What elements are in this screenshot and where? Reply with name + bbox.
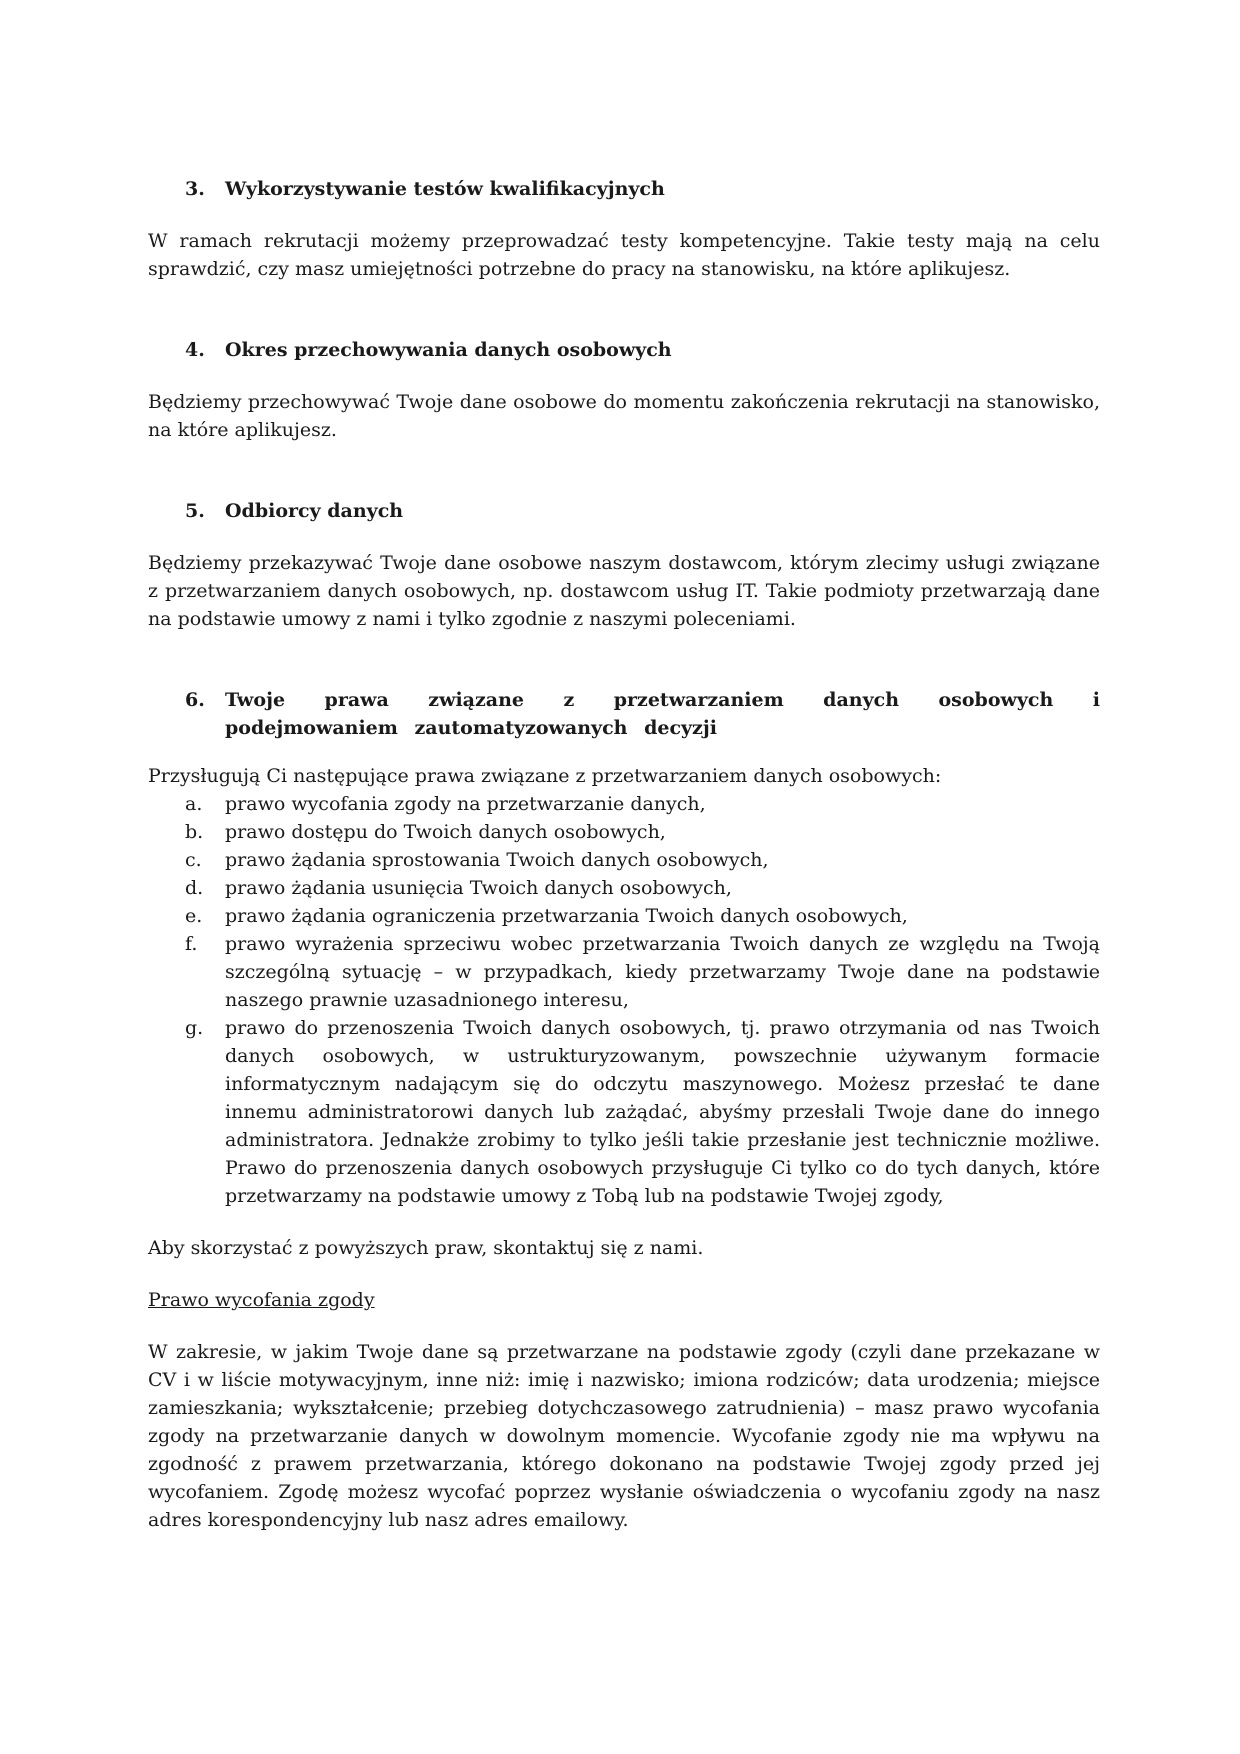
list-item: [148, 902, 1100, 930]
list-item-letter: g.: [185, 1017, 204, 1039]
subheading-text: Prawo wycofania zgody: [148, 1289, 375, 1311]
list-item-text: prawo dostępu do Twoich danych osobowych,: [225, 821, 666, 843]
rights-contact-note: Aby skorzystać z powyższych praw, skontaktuj się z nami.: [148, 1237, 704, 1259]
list-item: [148, 1014, 1100, 1210]
list-item: [148, 818, 1100, 846]
list-item-letter: a.: [185, 793, 203, 815]
section-body-5: Będziemy przekazywać Twoje dane osobowe naszym dostawcom, którym zlecimy usługi związane z przetwarzaniem danych osobowych, np. dostawcom usług IT. Takie podmioty przetwarzają dane na podstawie umowy z nami i tylko zgodnie z naszymi poleceniami.: [148, 552, 1100, 630]
section-body-6: Przysługują Ci następujące prawa związane z przetwarzaniem danych osobowych:: [148, 765, 942, 787]
section-number: 6.: [185, 689, 205, 711]
section-title: Wykorzystywanie testów kwalifikacyjnych: [225, 178, 665, 200]
section-heading-3: [148, 175, 1100, 203]
list-item: [148, 874, 1100, 902]
section-title: Okres przechowywania danych osobowych: [225, 339, 672, 361]
section-heading-6: [148, 686, 1100, 742]
section-heading-4: [148, 336, 1100, 364]
list-item: [148, 790, 1100, 818]
list-item: [148, 930, 1100, 1014]
section-heading-5: [148, 497, 1100, 525]
list-item-letter: d.: [185, 877, 204, 899]
document-page: [148, 160, 1100, 1534]
list-item-letter: f.: [185, 933, 198, 955]
section-body-4: Będziemy przechowywać Twoje dane osobowe do momentu zakończenia rekrutacji na stanowisko, na które aplikujesz.: [148, 391, 1100, 441]
list-item-text: prawo żądania sprostowania Twoich danych osobowych,: [225, 849, 769, 871]
section-number: 3.: [185, 178, 205, 200]
section-title: Odbiorcy danych: [225, 500, 404, 522]
subheading-withdraw-consent: [148, 1286, 1100, 1314]
rights-list: [148, 790, 1100, 1210]
section-number: 5.: [185, 500, 205, 522]
list-item-text: prawo do przenoszenia Twoich danych osobowych, tj. prawo otrzymania od nas Twoich danych osobowych, w ustrukturyzowanym, powszechnie używanym formacie informatycznym nadającym się do odczytu maszynowego. Możesz przesłać te dane innemu administratorowi danych lub zażądać, abyśmy przesłali Twoje dane do innego administratora. Jednakże zrobimy to tylko jeśli takie przesłanie jest technicznie możliwe. Prawo do przenoszenia danych osobowych przysługuje Ci tylko co do tych danych, które przetwarzamy na podstawie umowy z Tobą lub na podstawie Twojej zgody,: [225, 1017, 1100, 1207]
section-body-3: W ramach rekrutacji możemy przeprowadzać testy kompetencyjne. Takie testy mają na celu sprawdzić, czy masz umiejętności potrzebne do pracy na stanowisku, na które aplikujesz.: [148, 230, 1100, 280]
list-item-text: prawo żądania usunięcia Twoich danych osobowych,: [225, 877, 732, 899]
section-title: Twoje prawa związane z przetwarzaniem danych osobowych i podejmowaniem zautomatyzowanych decyzji: [225, 689, 1100, 739]
list-item-letter: e.: [185, 905, 203, 927]
list-item-text: prawo żądania ograniczenia przetwarzania Twoich danych osobowych,: [225, 905, 908, 927]
list-item-letter: b.: [185, 821, 204, 843]
list-item-letter: c.: [185, 849, 202, 871]
withdraw-consent-body: W zakresie, w jakim Twoje dane są przetwarzane na podstawie zgody (czyli dane przekazane w CV i w liście motywacyjnym, inne niż: imię i nazwisko; imiona rodziców; data urodzenia; miejsce zamieszkania; wykształcenie; przebieg dotychczasowego zatrudnienia) – masz prawo wycofania zgody na przetwarzanie danych w dowolnym momencie. Wycofanie zgody nie ma wpływu na zgodność z prawem przetwarzania, którego dokonano na podstawie Twojej zgody przed jej wycofaniem. Zgodę możesz wycofać poprzez wysłanie oświadczenia o wycofaniu zgody na nasz adres korespondencyjny lub nasz adres emailowy.: [148, 1341, 1100, 1531]
section-number: 4.: [185, 339, 205, 361]
list-item-text: prawo wycofania zgody na przetwarzanie danych,: [225, 793, 706, 815]
list-item: [148, 846, 1100, 874]
list-item-text: prawo wyrażenia sprzeciwu wobec przetwarzania Twoich danych ze względu na Twoją szczególną sytuację – w przypadkach, kiedy przetwarzamy Twoje dane na podstawie naszego prawnie uzasadnionego interesu,: [225, 933, 1100, 1011]
